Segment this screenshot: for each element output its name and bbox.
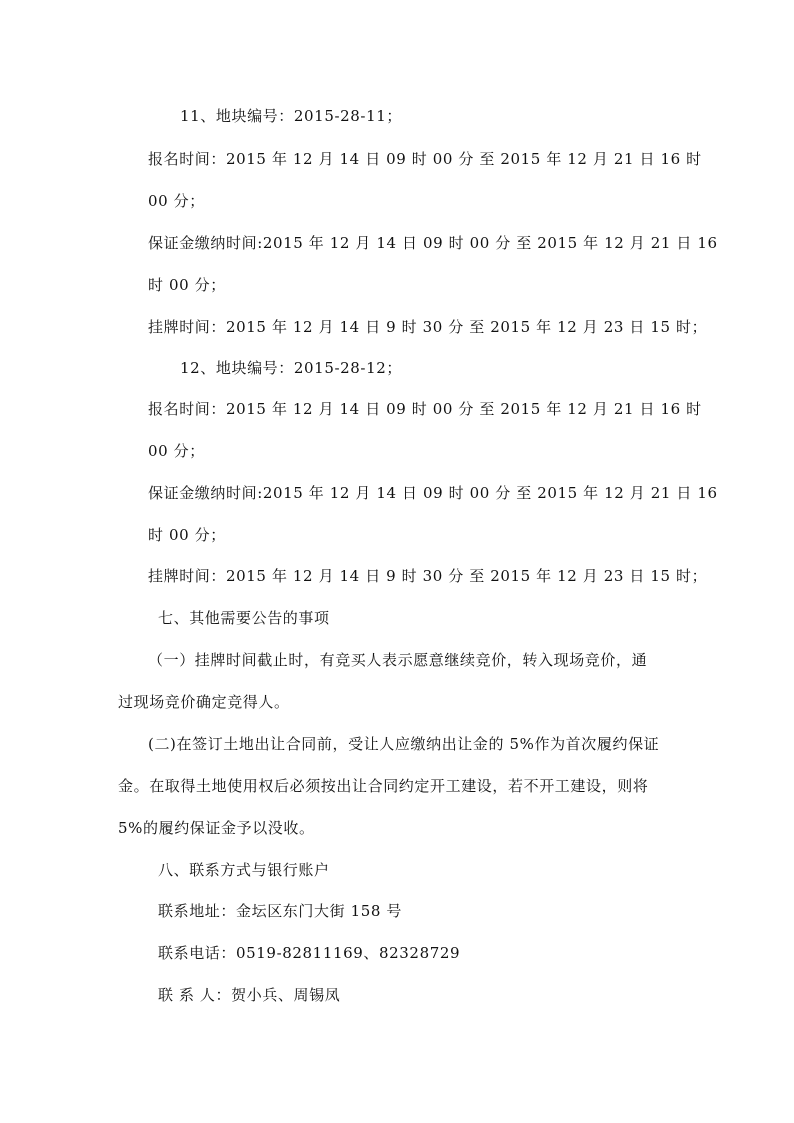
section-seven-heading: 七、其他需要公告的事项 [158,609,330,627]
item-one-paragraph-cont: 过现场竞价确定竞得人。 [118,693,290,711]
item-one-paragraph: （一）挂牌时间截止时，有竞买人表示愿意继续竞价，转入现场竞价，通 [148,651,648,669]
item-two-paragraph: (二)在签订土地出让合同前，受让人应缴纳出让金的 5%作为首次履约保证 [148,735,660,753]
contact-person: 联 系 人：贺小兵、周锡凤 [158,986,341,1004]
item-two-paragraph-end: 5%的履约保证金予以没收。 [118,819,315,837]
plot-11-listing-time: 挂牌时间：2015 年 12 月 14 日 9 时 30 分 至 2015 年 12 月 23 日 15 时； [148,318,708,336]
plot-11-registration-time: 报名时间：2015 年 12 月 14 日 09 时 00 分 至 2015 年 12 月 21 日 16 时 [148,150,702,168]
contact-phone: 联系电话：0519-82811169、82328729 [158,944,461,962]
plot-11-deposit-time-cont: 时 00 分； [148,276,226,294]
contact-address: 联系地址：金坛区东门大街 158 号 [158,902,402,920]
plot-12-deposit-time-cont: 时 00 分； [148,526,226,544]
plot-12-registration-time-cont: 00 分； [148,442,205,460]
plot-11-registration-time-cont: 00 分； [148,192,205,210]
plot-12-number: 12、地块编号：2015-28-12； [180,359,402,377]
plot-12-listing-time: 挂牌时间：2015 年 12 月 14 日 9 时 30 分 至 2015 年 12 月 23 日 15 时； [148,567,708,585]
section-eight-heading: 八、联系方式与银行账户 [158,861,330,879]
plot-11-number: 11、地块编号：2015-28-11； [180,107,402,125]
plot-11-deposit-time: 保证金缴纳时间:2015 年 12 月 14 日 09 时 00 分 至 2015 年 12 月 21 日 16 [148,234,718,252]
plot-12-registration-time: 报名时间：2015 年 12 月 14 日 09 时 00 分 至 2015 年 12 月 21 日 16 时 [148,400,702,418]
item-two-paragraph-cont: 金。在取得土地使用权后必须按出让合同约定开工建设，若不开工建设，则将 [118,777,649,795]
plot-12-deposit-time: 保证金缴纳时间:2015 年 12 月 14 日 09 时 00 分 至 2015 年 12 月 21 日 16 [148,484,718,502]
